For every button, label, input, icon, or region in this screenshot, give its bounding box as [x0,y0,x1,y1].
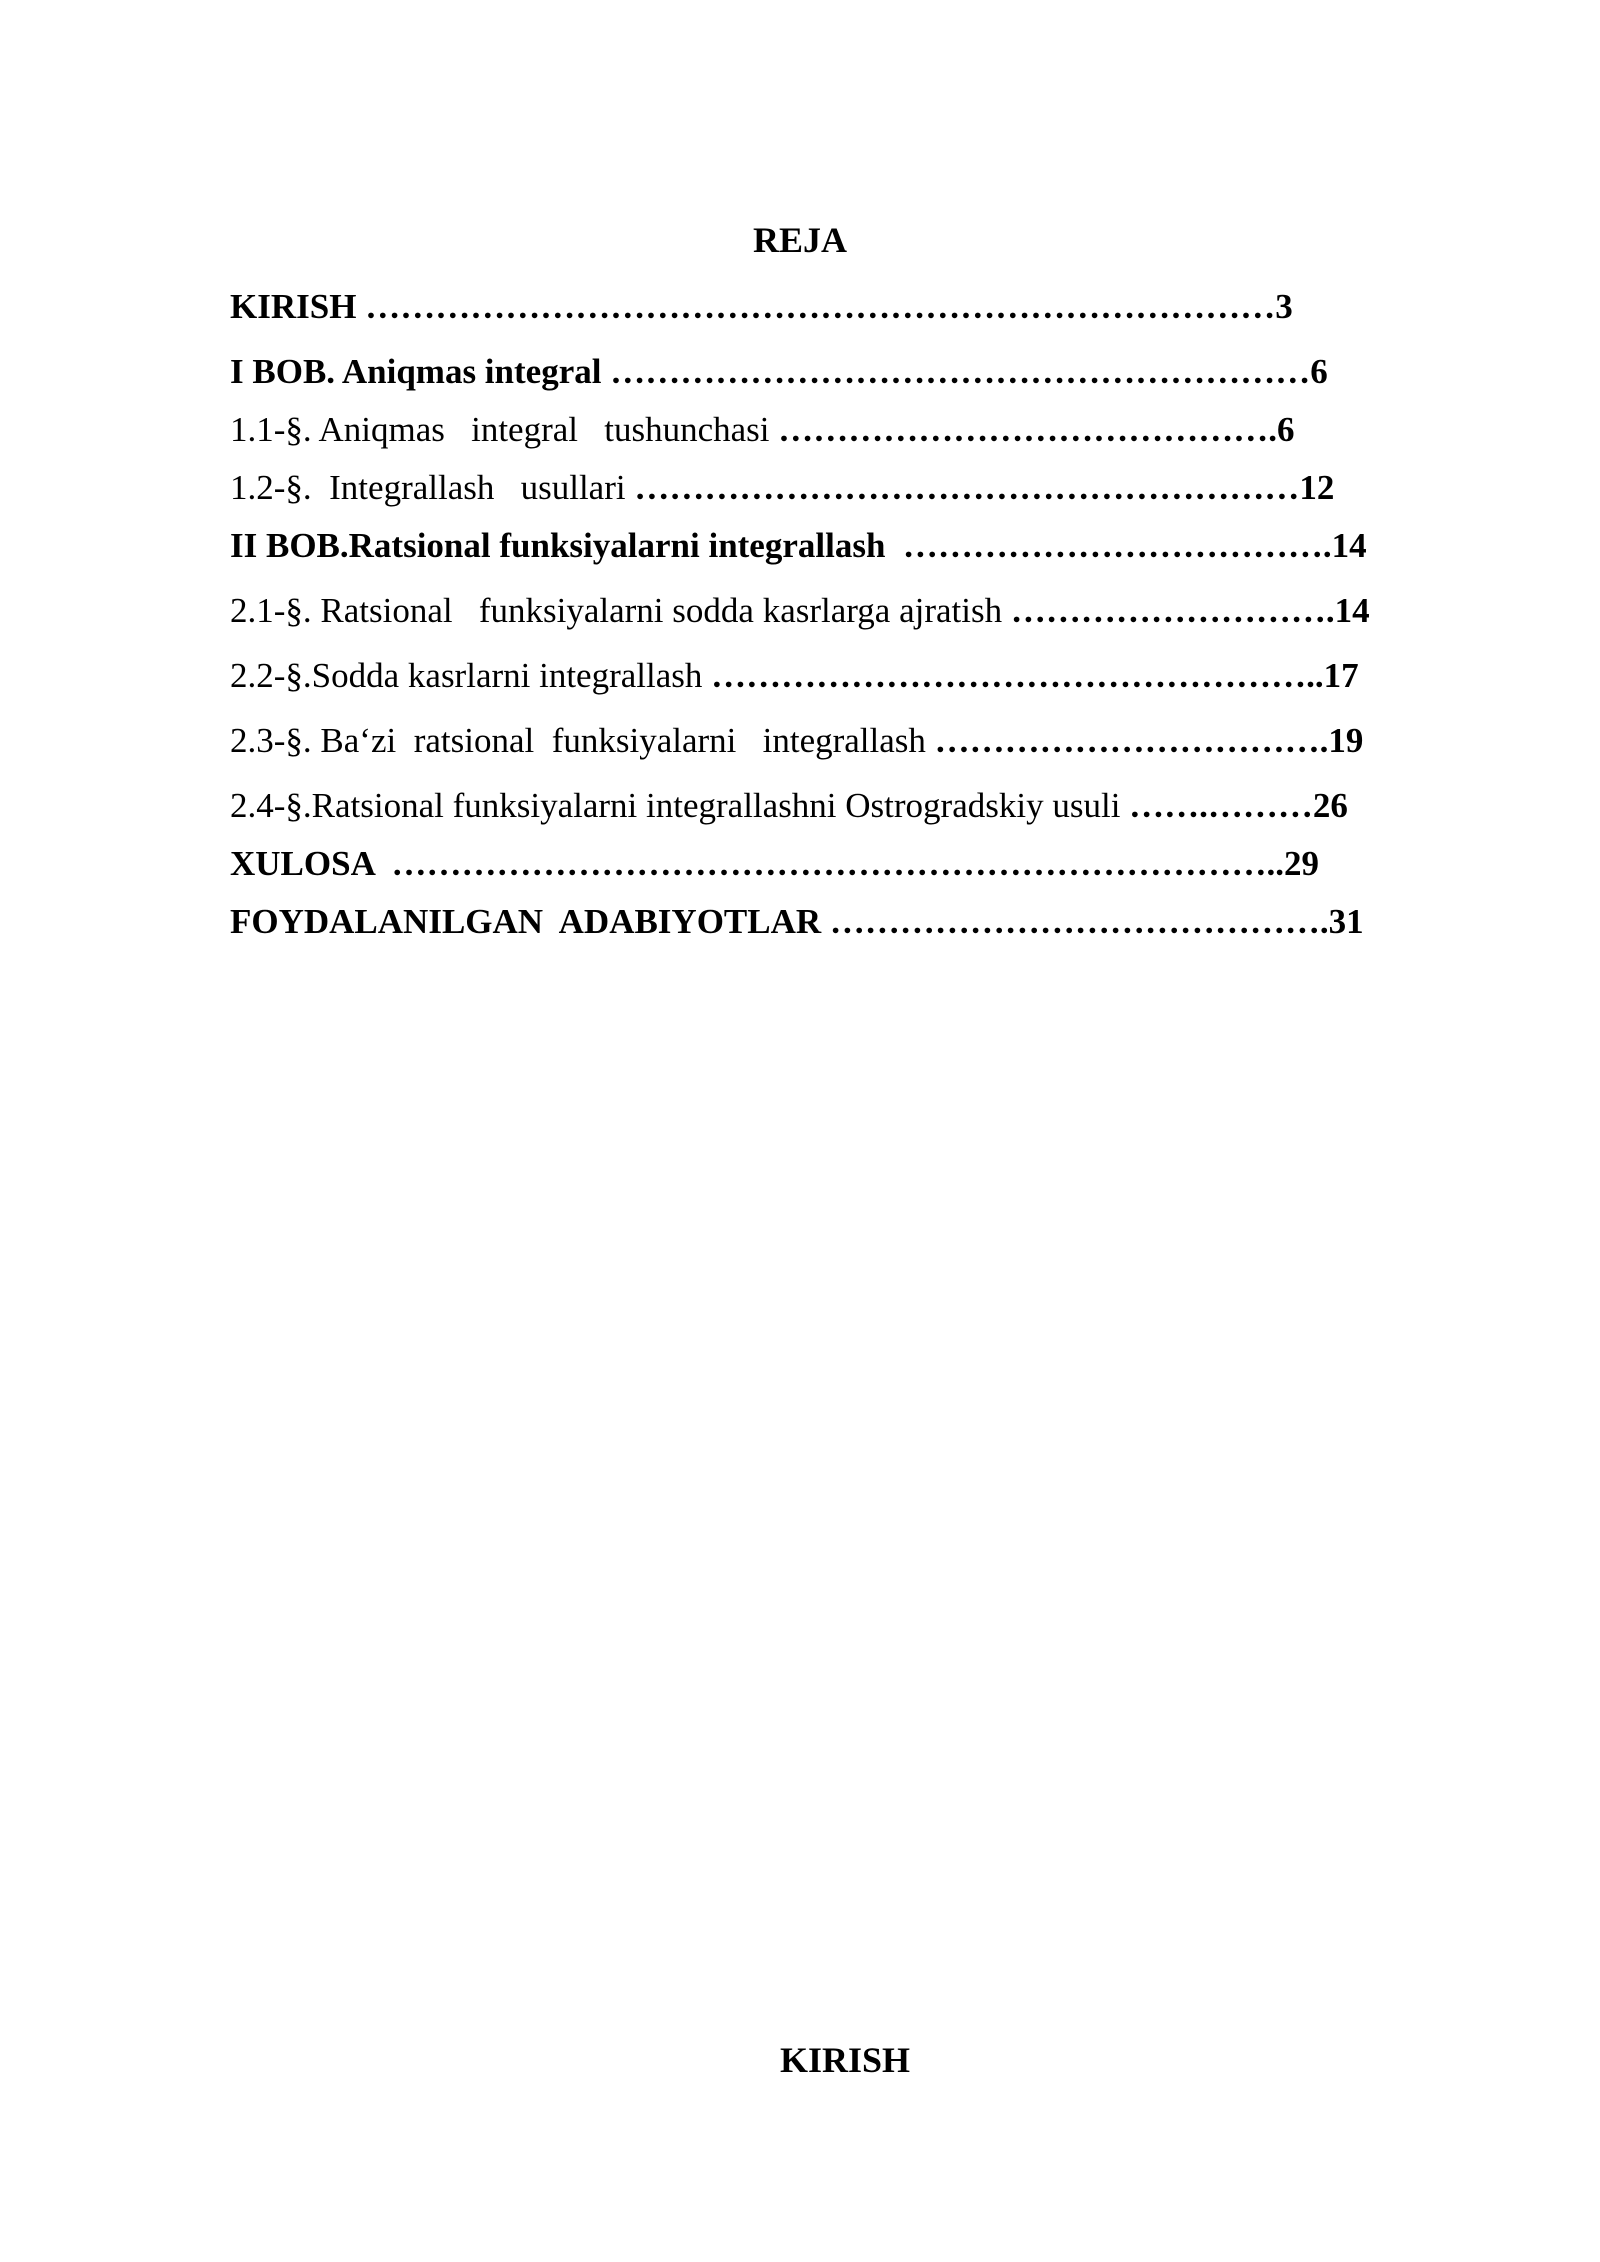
toc-leader: ………………………. [1010,591,1335,630]
toc-entry-label: KIRISH [230,287,366,326]
toc-leader: …….……… [1129,786,1313,825]
toc-entry-xulosa [230,839,1460,889]
toc-leader: ……………………………………. [778,410,1278,449]
toc-page-number: 12 [1299,468,1335,507]
toc-leader: …………………………………………………………………… [365,287,1276,326]
toc-entry-label: 2.3-§. Ba‘zi ratsional funksiyalarni integrallash [230,721,935,760]
toc-entry-label: 1.2-§. Integrallash usullari [230,468,635,507]
toc-entry-section-1-1 [230,405,1460,455]
toc-page-number: 6 [1310,352,1328,391]
toc-entry-label: FOYDALANILGAN ADABIYOTLAR [230,902,830,941]
toc-leader: ……………………………. [934,721,1329,760]
toc-page-number: 26 [1312,786,1348,825]
toc-entry-label: 2.1-§. Ratsional funksiyalarni sodda kasrlarga ajratish [230,591,1011,630]
toc-entry-label: II BOB.Ratsional funksiyalarni integrallash [230,526,903,565]
toc-entry-chapter-1 [230,347,1460,397]
toc-entry-label: 2.4-§.Ratsional funksiyalarni integrallashni Ostrogradskiy usuli [230,786,1130,825]
toc-leader: ………………………………………………… [634,468,1300,507]
toc-entry-label: 1.1-§. Aniqmas integral tushunchasi [230,410,779,449]
toc-entry-section-2-1 [230,586,1460,636]
toc-entry-label: XULOSA [230,844,392,883]
toc-page-number: 14 [1334,591,1370,630]
toc-page-number: 6 [1277,410,1295,449]
toc-leader: ………………………………………………………………….. [391,844,1284,883]
toc-entry-references [230,897,1460,947]
toc-leader: ………………………………. [902,526,1332,565]
toc-page-number: 29 [1283,844,1319,883]
toc-leader: …………………………………………………… [610,352,1311,391]
toc-entry-label: 2.2-§.Sodda kasrlarni integrallash [230,656,712,695]
toc-entry-section-2-2 [230,651,1460,701]
toc-leader: ……………………………………. [829,902,1329,941]
toc-entry-chapter-2 [230,521,1460,571]
toc-page-number: 17 [1323,656,1359,695]
toc-entry-section-1-2 [230,463,1460,513]
toc-entry-section-2-4 [230,781,1460,831]
toc-page-number: 31 [1328,902,1364,941]
toc-entry-kirish [230,282,1460,332]
page-title: REJA [752,220,847,260]
toc-page-number: 14 [1331,526,1367,565]
toc-entry-section-2-3 [230,716,1460,766]
toc-entry-label: I BOB. Aniqmas integral [230,352,611,391]
toc-page-number: 3 [1275,287,1293,326]
next-section-heading: KIRISH [779,2040,911,2080]
toc-leader: …………………………………………….. [711,656,1324,695]
toc-page-number: 19 [1328,721,1364,760]
